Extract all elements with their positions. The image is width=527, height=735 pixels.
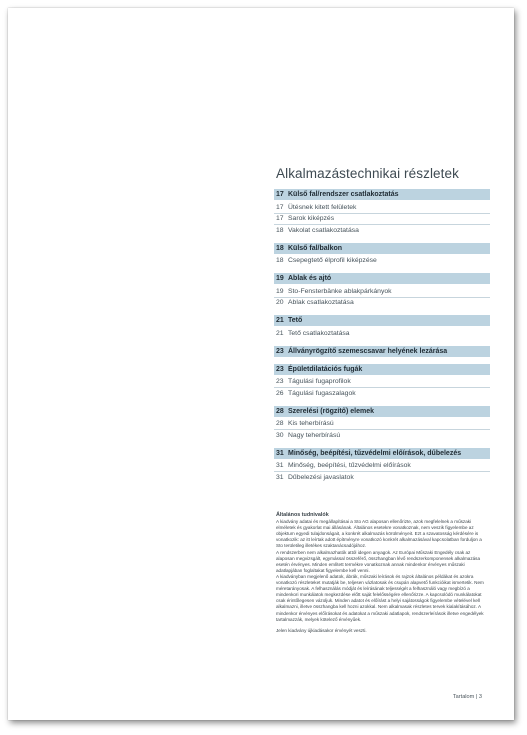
toc-page-number: 31 (276, 449, 284, 457)
toc-section-heading[interactable] (274, 406, 490, 417)
toc-entry[interactable] (274, 388, 490, 399)
toc-entry[interactable] (274, 225, 490, 236)
notes-paragraph: A kiadványban megjelenő adatok, ábrák, műszaki leírások és rajzok általános példákat és azokra vonatkozó részleteket mutatják be, teljesen vázlatosak és csupán alapvető funkcióikat ismertetik. Nem méretarányosak. A felhasználás módját és leírásának teljességét a felhasználó vagy megbízó a mindenkori munkálatok megkezdése előtt saját felelősségére ellenőrizze. A kapcsolódó munkálatokat csak érintőlegesen vázoljuk. Minden adatot és előírást a helyi sajátosságok figyelembe vételével kell alkalmazni, illetve összhangba kell hozni azokkal. Nem alkalmasak részletes tervek kialakításához. A mindenkor érvényes előírásokat és adatokat a műszaki adatlapok, rendszerleírások illetve engedélyek tartalmazzák, melyek kötelező érvényűek. (276, 573, 484, 622)
toc-section-heading[interactable] (274, 364, 490, 375)
page-title: Alkalmazástechnikai részletek (276, 166, 459, 181)
toc-entry[interactable] (274, 430, 490, 441)
toc-entry-label: Sto-Fensterbänke ablakpárkányok (288, 287, 392, 295)
toc-section-heading[interactable] (274, 346, 490, 357)
toc-section (274, 448, 490, 483)
toc-page-number: 21 (276, 329, 284, 337)
toc-page-number: 17 (276, 215, 284, 223)
general-notes (276, 512, 489, 634)
toc-entry-label: Kis teherbírású (288, 420, 334, 428)
toc-entry[interactable] (274, 256, 490, 267)
notes-heading: Általános tudnivalók (276, 512, 329, 518)
toc-page-number: 19 (276, 287, 284, 295)
toc-entry-label: Ütésnek kitett felületek (288, 203, 357, 211)
notes-final: Jelen kiadvány újkiadásakor érvényét veszti. (276, 627, 367, 633)
toc-section-title: Állványrögzítő szemescsavar helyének lezárása (288, 347, 448, 355)
toc-section-title: Külső fal/rendszer csatlakoztatás (288, 191, 399, 198)
toc-entry[interactable] (274, 377, 490, 389)
toc-page-number: 30 (276, 431, 284, 439)
toc-section (274, 346, 490, 357)
toc-page-number: 20 (276, 299, 284, 307)
toc-section-title: Ablak és ajtó (288, 275, 332, 282)
toc-section-heading[interactable] (274, 448, 490, 459)
toc-page-number: 28 (276, 407, 284, 415)
toc-entry[interactable] (274, 461, 490, 473)
toc-entry[interactable] (274, 328, 490, 339)
toc-page-number: 31 (276, 473, 284, 481)
toc-section (274, 315, 490, 339)
toc-section (274, 364, 490, 399)
toc-entry-label: Dűbelezési javaslatok (288, 473, 354, 481)
notes-paragraph: A rendszerben nem alkalmazhatók attól idegen anyagok. Az Európai Műszaki Engedély csak az alaposan megvizsgált, egymással összeférő, összhangban lévő rendszerkomponensek alkalmazása esetén érvényes. Minden említett termékre vonatkoznak annak mindenkor érvényes műszaki adatlapjában foglaltakat figyelembe kell venni. (276, 549, 481, 573)
toc-page-number: 23 (276, 365, 284, 373)
toc-entry[interactable] (274, 298, 490, 309)
table-of-contents (274, 189, 490, 490)
toc-section-title: Minőség, beépítési, tűzvédelmi előírások, dűbelezés (288, 449, 462, 457)
toc-page-number: 26 (276, 389, 284, 397)
toc-page-number: 31 (276, 462, 284, 470)
toc-entry[interactable] (274, 419, 490, 431)
toc-section-title: Szerelési (rögzítő) elemek (288, 407, 374, 415)
toc-section (274, 243, 490, 267)
toc-section-title: Épületdilatációs fugák (288, 365, 363, 373)
toc-section-heading[interactable] (274, 243, 490, 254)
toc-entry-label: Tágulási fugaprofilok (288, 378, 351, 386)
toc-section-title: Külső fal/balkon (288, 244, 343, 252)
toc-page-number: 19 (276, 275, 284, 282)
notes-paragraph: A kiadvány adatai és megállapításai a Sto AG alaposan ellenőrizte, azok megfelelnek a műszaki elméletek és gyakorlat mai állásának. Általános esetekre vonatkoznak, nem veszik figyelembe az objektum egyedi tulajdonságait, a konkrét alkalmazás körülményeit. Ezt a szavatosság kérdésére is vonatkozik: az itt leírtak adott építményre vonatkozó konkrét alkalmazásával kapcsolatban forduljon a Sto területileg illetékes szaktanácsadójához. (276, 519, 482, 549)
toc-entry-label: Minőség, beépítési, tűzvédelmi előírások (288, 462, 411, 470)
toc-page-number: 28 (276, 420, 284, 428)
toc-entry-label: Sarok kiképzés (288, 215, 335, 223)
toc-page-number: 18 (276, 257, 284, 265)
toc-entry[interactable] (274, 472, 490, 483)
toc-page-number: 21 (276, 317, 284, 324)
toc-page-number: 17 (276, 203, 284, 211)
toc-page-number: 23 (276, 347, 284, 355)
toc-section-heading[interactable] (274, 315, 490, 326)
toc-entry[interactable] (274, 214, 490, 226)
page-sheet (8, 8, 514, 720)
toc-section-title: Tető (288, 317, 303, 324)
toc-entry-label: Tető csatlakoztatása (288, 329, 350, 337)
toc-entry[interactable] (274, 202, 490, 214)
toc-section (274, 273, 490, 308)
toc-entry-label: Ablak csatlakoztatása (288, 299, 354, 307)
page-footer: Tartalom | 3 (452, 694, 482, 700)
toc-entry-label: Vakolat csatlakoztatása (288, 226, 359, 234)
toc-entry-label: Csepegtető élprofil kiképzése (288, 257, 377, 265)
toc-entry-label: Nagy teherbírású (288, 431, 341, 439)
toc-section (274, 189, 490, 236)
toc-section-heading[interactable] (274, 189, 490, 200)
toc-page-number: 18 (276, 244, 284, 252)
toc-entry[interactable] (274, 286, 490, 298)
toc-section (274, 406, 490, 441)
toc-page-number: 23 (276, 378, 284, 386)
toc-page-number: 18 (276, 226, 284, 234)
toc-section-heading[interactable] (274, 273, 490, 284)
toc-page-number: 17 (276, 191, 284, 198)
toc-entry-label: Tágulási fugaszalagok (288, 389, 356, 397)
